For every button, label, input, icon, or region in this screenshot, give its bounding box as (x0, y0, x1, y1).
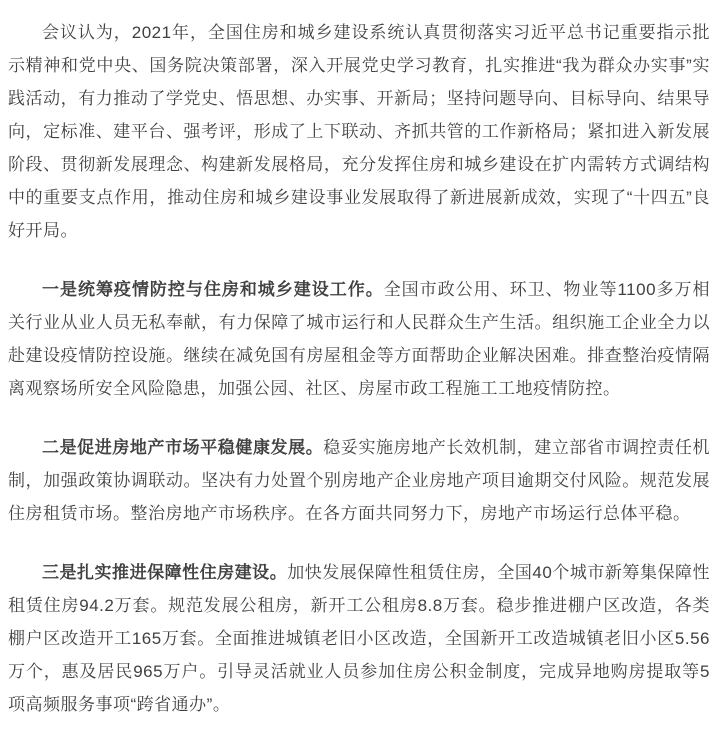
paragraph-overview (8, 16, 710, 247)
paragraph-point-3-lead: 三是扎实推进保障性住房建设。 (42, 563, 288, 582)
paragraph-point-1-lead: 一是统筹疫情防控与住房和城乡建设工作。 (42, 280, 384, 299)
paragraph-point-3-text: 加快发展保障性租赁住房，全国40个城市新筹集保障性租赁住房94.2万套。规范发展公租房，新开工公租房8.8万套。稳步推进棚户区改造，各类棚户区改造开工165万套。全面推进城镇老旧小区改造，全国新开工改造城镇老旧小区5.56万个，惠及居民965万户。引导灵活就业人员参加住房公积金制度，完成异地购房提取等5项高频服务事项“跨省通办”。 (8, 563, 710, 714)
paragraph-overview-text: 会议认为，2021年，全国住房和城乡建设系统认真贯彻落实习近平总书记重要指示批示精神和党中央、国务院决策部署，深入开展党史学习教育，扎实推进“我为群众办实事”实践活动，有力推动了学党史、悟思想、办实事、开新局；坚持问题导向、目标导向、结果导向，定标准、建平台、强考评，形成了上下联动、齐抓共管的工作新格局；紧扣进入新发展阶段、贯彻新发展理念、构建新发展格局，充分发挥住房和城乡建设在扩内需转方式调结构中的重要支点作用，推动住房和城乡建设事业发展取得了新进展新成效，实现了“十四五”良好开局。 (8, 23, 710, 240)
paragraph-point-1 (8, 273, 710, 405)
paragraph-point-1-text: 全国市政公用、环卫、物业等1100多万相关行业从业人员无私奉献，有力保障了城市运行和人民群众生产生活。组织施工企业全力以赴建设疫情防控设施。继续在减免国有房屋租金等方面帮助企业解决困难。排查整治疫情隔离观察场所安全风险隐患，加强公园、社区、房屋市政工程施工工地疫情防控。 (8, 280, 711, 398)
paragraph-point-2 (8, 431, 710, 530)
paragraph-point-2-text: 稳妥实施房地产长效机制，建立部省市调控责任机制，加强政策协调联动。坚决有力处置个别房地产企业房地产项目逾期交付风险。规范发展住房租赁市场。整治房地产市场秩序。在各方面共同努力下，房地产市场运行总体平稳。 (8, 438, 710, 523)
paragraph-point-3 (8, 556, 710, 721)
paragraph-point-2-lead: 二是促进房地产市场平稳健康发展。 (42, 438, 324, 457)
